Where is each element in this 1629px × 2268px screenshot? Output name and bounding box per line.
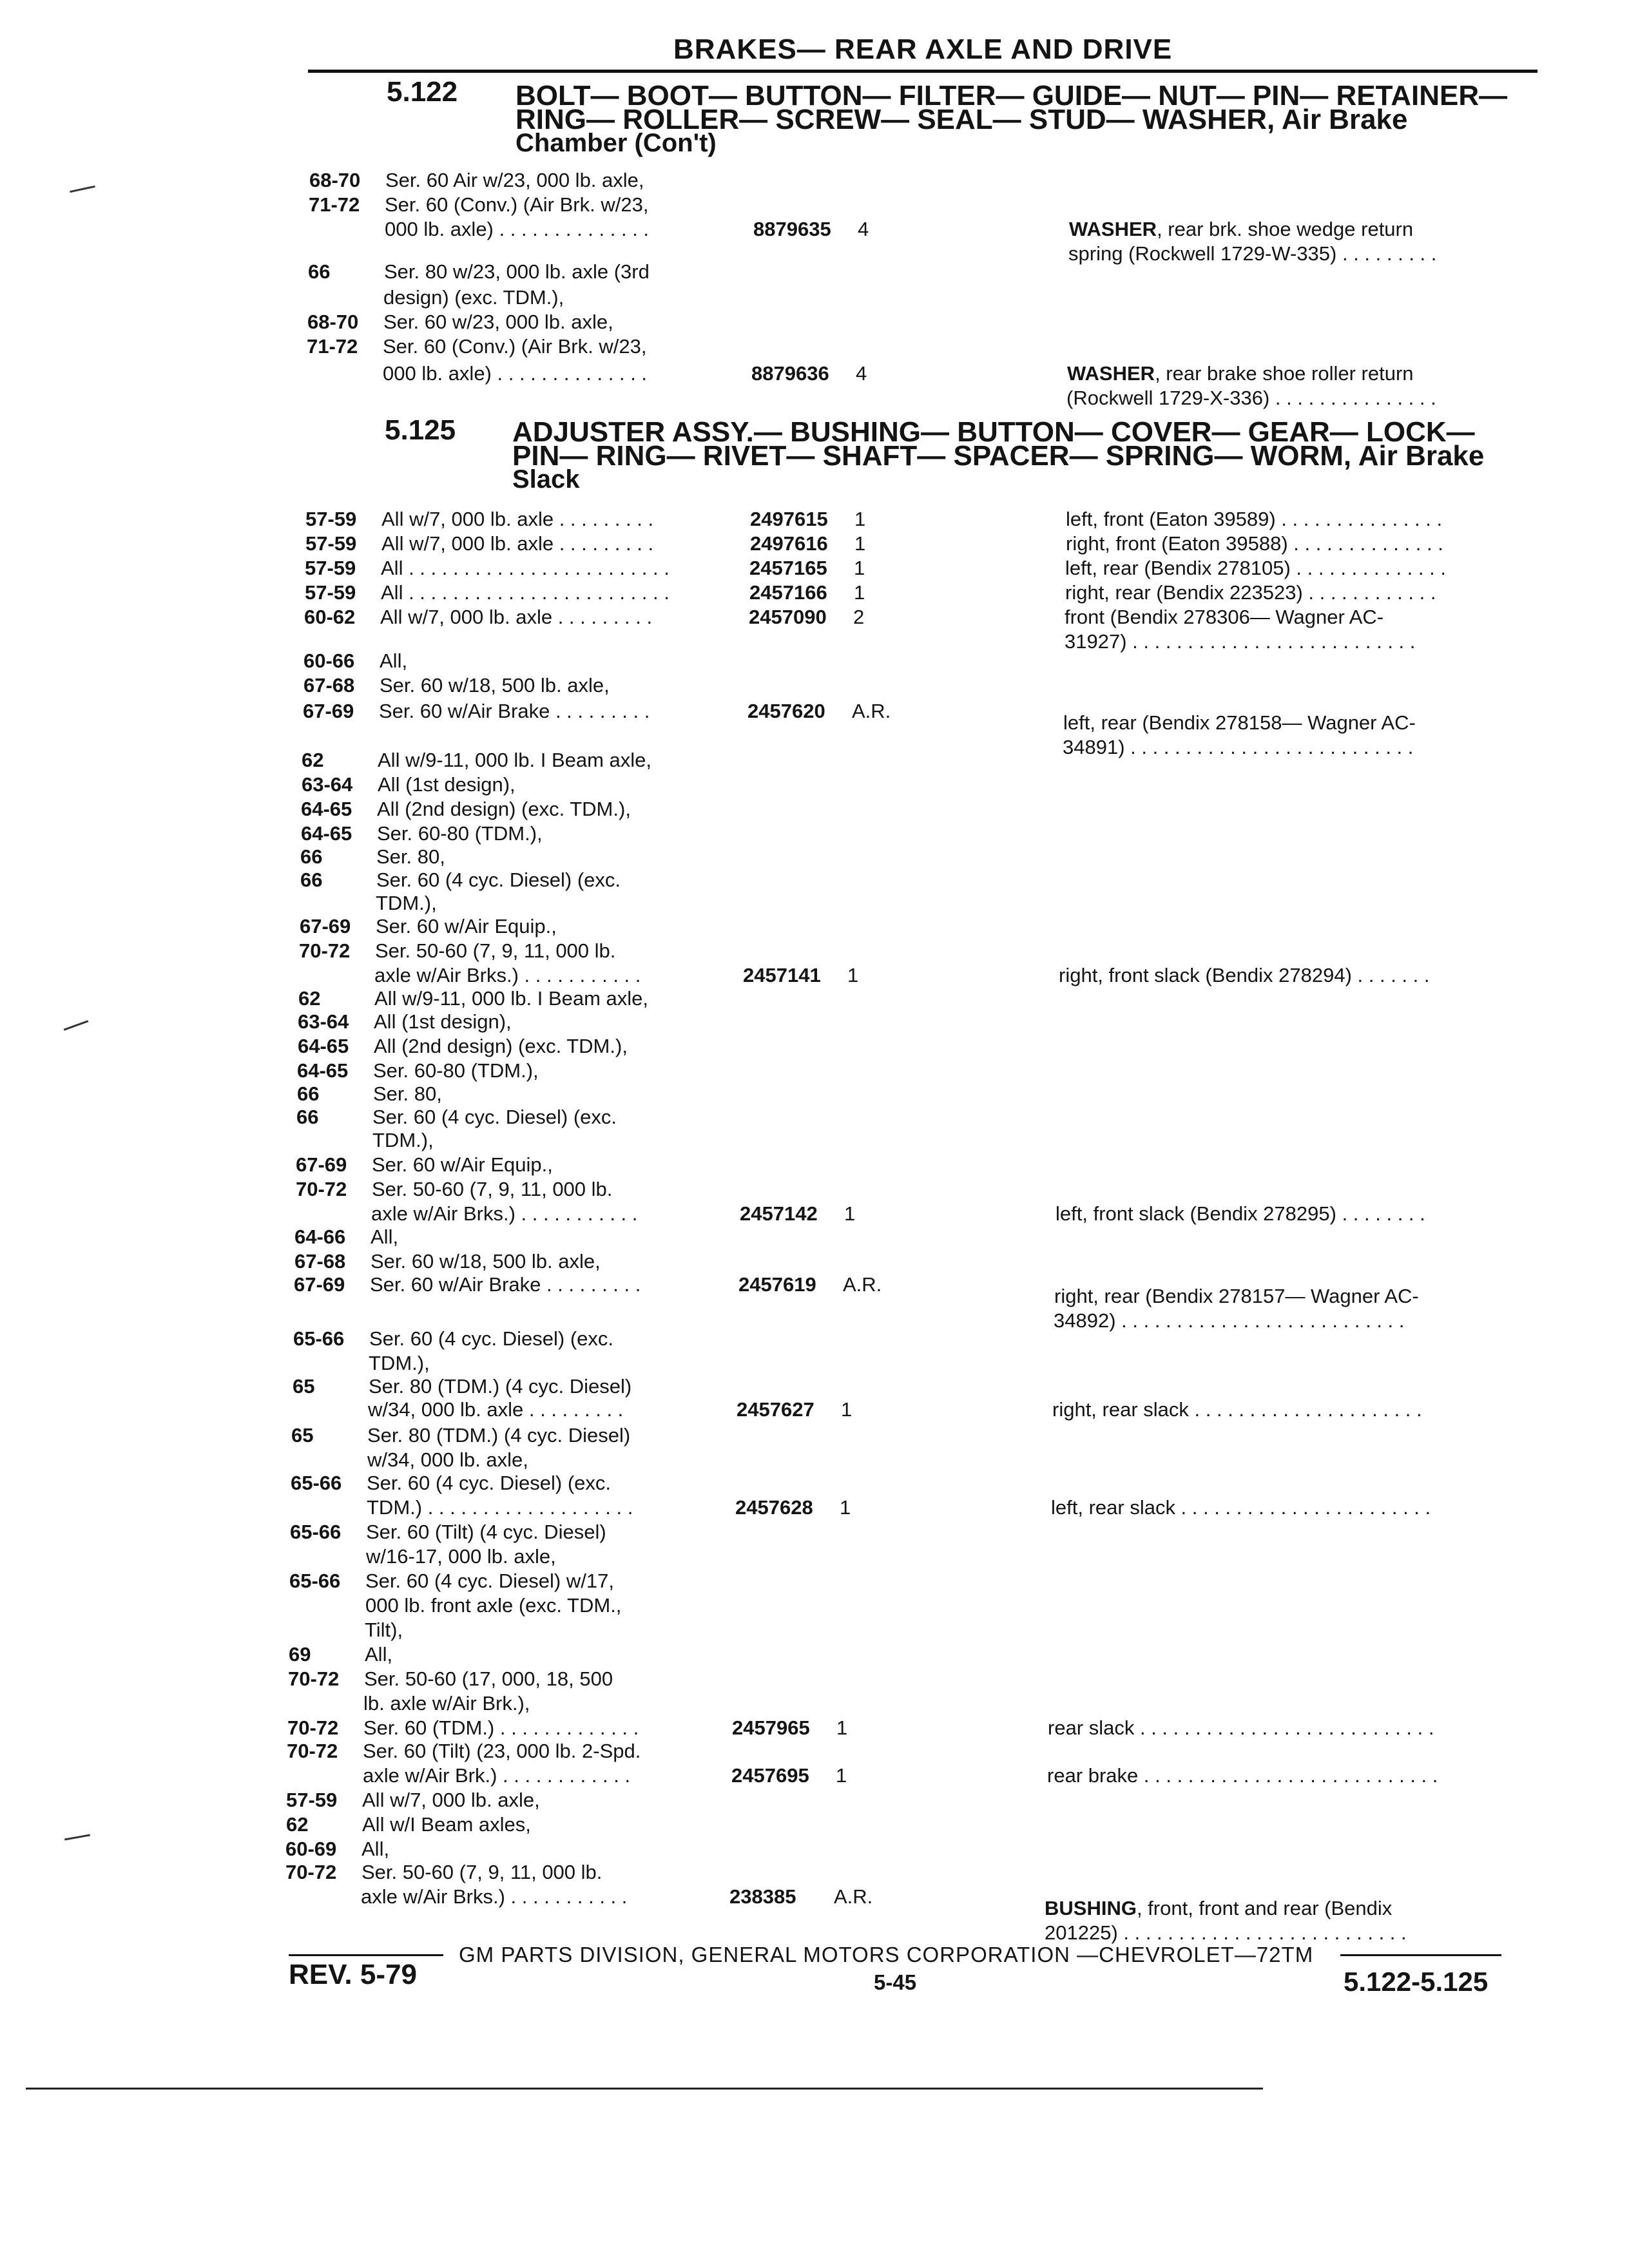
application-description: w/16-17, 000 lb. axle, [366,1545,556,1568]
table-row [300,845,1525,870]
part-description: 31927) . . . . . . . . . . . . . . . . . . . . . . . . . . [1065,630,1416,653]
quantity: 1 [844,1202,856,1225]
part-description: WASHER, rear brake shoe roller return [1067,362,1414,385]
table-row [298,987,1523,1012]
table-row [301,798,1525,822]
application-description: All . . . . . . . . . . . . . . . . . . . . . . . . [381,581,670,604]
model-year: 60-66 [304,649,355,672]
model-year: 57-59 [305,581,356,604]
model-year: 64-65 [301,822,352,845]
section-number-5-125: 5.125 [385,414,456,446]
application-description: 000 lb. axle) . . . . . . . . . . . . . . [383,362,648,385]
quantity: 4 [858,218,869,240]
table-row [307,311,1532,335]
application-description: Ser. 60 (4 cyc. Diesel) (exc. [369,1327,614,1350]
quantity: A.R. [843,1273,882,1296]
part-name: BUSHING [1045,1897,1137,1919]
table-row [305,532,1530,557]
model-year: 70-72 [296,1178,347,1200]
table-row [287,1692,1512,1716]
application-description: Ser. 80, [376,845,445,868]
table-row [297,1059,1521,1084]
model-year: 65-66 [290,1521,342,1543]
table-row [300,869,1525,893]
quantity: A.R. [852,700,891,722]
application-description: axle w/Air Brk.) . . . . . . . . . . . . [363,1764,631,1787]
part-description: 201225) . . . . . . . . . . . . . . . . . . . . . . . . . . [1045,1921,1407,1944]
part-description: (Rockwell 1729-X-336) . . . . . . . . . . . . . . . [1066,387,1436,409]
model-year: 66 [297,1082,320,1105]
table-row [309,218,1533,242]
part-description: 34892) . . . . . . . . . . . . . . . . . . . . . . . . . . [1054,1309,1405,1332]
table-row [304,674,1528,698]
table-row [298,964,1523,988]
application-description: Ser. 80 w/23, 000 lb. axle (3rd [384,260,650,283]
table-row [291,1424,1516,1448]
model-year: 65 [293,1375,315,1398]
quantity: 2 [853,606,865,628]
model-year: 68-70 [307,311,359,333]
application-description: All w/7, 000 lb. axle . . . . . . . . . [381,532,654,555]
quantity: 4 [856,362,867,385]
application-description: lb. axle w/Air Brk.), [363,1692,530,1715]
application-description: All w/7, 000 lb. axle . . . . . . . . . [381,508,654,530]
table-row [309,169,1534,193]
application-description: Ser. 60 w/18, 500 lb. axle, [371,1250,601,1273]
application-description: Ser. 60 (4 cyc. Diesel) (exc. [376,869,621,891]
footer-page-number: 5-45 [874,1970,917,1994]
application-description: Ser. 60-80 (TDM.), [377,822,543,845]
model-year: 70-72 [287,1716,339,1739]
table-row [304,606,1528,630]
table-row [289,1643,1513,1667]
model-year: 66 [308,260,331,283]
quantity: 1 [840,1496,851,1519]
table-row [300,915,1524,939]
part-number: 2497616 [750,532,828,555]
part-description: rear slack . . . . . . . . . . . . . . . . . . . . . . . . . . . [1048,1716,1434,1739]
scan-bottom-edge [26,2088,1263,2090]
model-year: 65-66 [293,1327,345,1350]
section-title-line: Slack [512,465,580,494]
quantity: 1 [836,1764,847,1787]
application-description: TDM.), [376,892,437,914]
table-row [309,193,1533,218]
model-year: 66 [300,869,323,891]
model-year: 70-72 [299,939,351,962]
model-year: 60-62 [304,606,356,628]
application-description: All w/9-11, 000 lb. I Beam axle, [378,749,652,771]
application-description: TDM.), [369,1352,430,1374]
application-description: Ser. 60 w/Air Brake . . . . . . . . . [379,700,650,722]
part-description: spring (Rockwell 1729-W-335) . . . . . . . . . [1068,242,1437,265]
application-description: Ser. 60 Air w/23, 000 lb. axle, [385,169,644,191]
table-row [289,1570,1514,1594]
part-number: 2457627 [737,1398,815,1421]
part-description: BUSHING, front, front and rear (Bendix [1045,1897,1393,1919]
model-year: 64-65 [301,798,352,820]
model-year: 64-65 [297,1059,349,1082]
application-description: All, [371,1225,399,1248]
footer-revision: REV. 5-79 [289,1959,417,1990]
part-description: left, rear (Bendix 278158— Wagner AC- [1063,711,1416,734]
part-description: left, rear (Bendix 278105) . . . . . . . . . . . . . . [1065,557,1446,579]
application-description: Ser. 60 (Tilt) (23, 000 lb. 2-Spd. [363,1740,641,1762]
quantity: 1 [854,557,865,579]
application-description: Ser. 80 (TDM.) (4 cyc. Diesel) [369,1375,632,1398]
footer-rule-left [289,1954,443,1956]
model-year: 71-72 [307,335,358,358]
application-description: All (2nd design) (exc. TDM.), [374,1035,628,1057]
application-description: TDM.), [372,1129,434,1151]
application-description: All, [361,1838,390,1860]
application-description: Ser. 50-60 (7, 9, 11, 000 lb. [375,939,616,962]
table-row [292,1398,1516,1423]
table-row [299,939,1523,964]
model-year: 57-59 [305,532,357,555]
model-year: 70-72 [285,1861,337,1883]
application-description: All w/7, 000 lb. axle . . . . . . . . . [380,606,653,628]
footer-corporation: GM PARTS DIVISION, GENERAL MOTORS CORPORATION —CHEVROLET—72TM [459,1943,1314,1966]
application-description: Tilt), [365,1619,403,1641]
table-row [298,1035,1522,1059]
application-description: Ser. 80 (TDM.) (4 cyc. Diesel) [367,1424,631,1446]
model-year: 66 [300,845,323,868]
quantity: A.R. [834,1885,873,1908]
scan-mark [64,1834,90,1841]
page-header-title: BRAKES— REAR AXLE AND DRIVE [673,34,1173,65]
table-row [291,1448,1516,1473]
part-number: 2457166 [749,581,827,604]
table-row [305,581,1529,606]
part-description: 34891) . . . . . . . . . . . . . . . . . . . . . . . . . . [1063,736,1414,758]
model-year: 67-69 [296,1153,347,1176]
table-row [302,773,1526,798]
application-description: Ser. 60 w/18, 500 lb. axle, [380,674,610,697]
model-year: 65-66 [291,1472,342,1494]
model-year: 60-69 [285,1838,337,1860]
table-row [293,1352,1517,1376]
scan-mark [70,186,95,193]
header-rule [308,70,1537,73]
application-description: All w/I Beam axles, [362,1813,531,1836]
section-title-5-122 [516,80,1547,157]
table-row [286,1789,1510,1813]
model-year: 68-70 [309,169,361,191]
table-row [302,749,1526,773]
scan-mark [64,1020,89,1031]
application-description: Ser. 60-80 (TDM.), [373,1059,539,1082]
part-number: 2457165 [749,557,827,579]
quantity: 1 [854,508,866,530]
table-row [294,1285,1518,1309]
application-description: Ser. 80, [373,1082,442,1105]
table-row [284,1897,1509,1921]
part-description: right, rear slack . . . . . . . . . . . . . . . . . . . . . [1052,1398,1422,1421]
model-year: 70-72 [287,1740,338,1762]
application-description: Ser. 50-60 (17, 000, 18, 500 [364,1667,613,1690]
part-description: rear brake . . . . . . . . . . . . . . . . . . . . . . . . . . . [1047,1764,1438,1787]
table-row [304,649,1528,674]
model-year: 62 [298,987,321,1010]
part-description: right, front slack (Bendix 278294) . . . . . . . [1059,964,1430,986]
application-description: All, [380,649,408,672]
table-row [308,260,1532,285]
model-year: 67-69 [294,1273,345,1296]
footer-rule-right [1340,1954,1501,1956]
table-row [288,1667,1512,1692]
application-description: Ser. 60 (Tilt) (4 cyc. Diesel) [366,1521,606,1543]
application-description: 000 lb. axle) . . . . . . . . . . . . . . [385,218,650,240]
application-description: All, [365,1643,393,1666]
part-description: right, front (Eaton 39588) . . . . . . . . . . . . . . [1066,532,1443,555]
application-description: Ser. 60 w/Air Equip., [376,915,557,937]
table-row [287,1740,1511,1764]
model-year: 57-59 [286,1789,338,1811]
application-description: All (2nd design) (exc. TDM.), [377,798,631,820]
part-number: 238385 [729,1885,796,1908]
application-description: Ser. 60 w/Air Brake . . . . . . . . . [370,1273,641,1296]
application-description: All (1st design), [378,773,516,796]
model-year: 67-69 [303,700,354,722]
part-number: 8879635 [753,218,831,240]
table-row [286,1813,1510,1838]
table-row [307,286,1532,311]
part-number: 2457695 [731,1764,809,1787]
part-number: 2457619 [738,1273,816,1296]
table-row [300,892,1524,916]
application-description: All (1st design), [374,1010,512,1033]
application-description: Ser. 50-60 (7, 9, 11, 000 lb. [372,1178,613,1200]
part-number: 2457965 [732,1716,810,1739]
model-year: 71-72 [309,193,360,216]
application-description: All w/7, 000 lb. axle, [362,1789,540,1811]
part-number: 8879636 [751,362,829,385]
table-row [296,1153,1520,1178]
application-description: TDM.) . . . . . . . . . . . . . . . . . . . [367,1496,633,1519]
application-description: All . . . . . . . . . . . . . . . . . . . . . . . . [381,557,670,579]
part-description: WASHER, rear brk. shoe wedge return [1069,218,1414,240]
model-year: 69 [289,1643,311,1666]
application-description: axle w/Air Brks.) . . . . . . . . . . . [371,1202,638,1225]
table-row [297,1082,1521,1107]
application-description: Ser. 60 w/23, 000 lb. axle, [383,311,613,333]
application-description: axle w/Air Brks.) . . . . . . . . . . . [361,1885,628,1908]
section-title-line: BOLT— BOOT— BUTTON— FILTER— GUIDE— NUT— PIN— RETAINER— [516,80,1508,111]
model-year: 63-64 [302,773,353,796]
table-row [303,711,1527,736]
section-title-line: Chamber (Con't) [516,129,717,157]
table-row [285,1838,1510,1862]
application-description: Ser. 60 w/Air Equip., [372,1153,553,1176]
table-row [307,362,1531,387]
part-description: front (Bendix 278306— Wagner AC- [1065,606,1384,628]
table-row [307,335,1531,360]
part-number: 2497615 [750,508,828,530]
table-row [296,1129,1521,1153]
table-row [301,822,1525,847]
model-year: 70-72 [288,1667,340,1690]
table-row [290,1545,1514,1570]
model-year: 64-65 [298,1035,349,1057]
quantity: 1 [854,581,865,604]
application-description: w/34, 000 lb. axle, [367,1448,528,1471]
part-number: 2457620 [747,700,825,722]
quantity: 1 [854,532,866,555]
model-year: 66 [296,1106,319,1128]
model-year: 64-66 [294,1225,346,1248]
quantity: 1 [836,1716,848,1739]
model-year: 62 [302,749,324,771]
section-number-5-122: 5.122 [387,76,458,108]
table-row [289,1594,1514,1619]
model-year: 67-68 [304,674,355,697]
application-description: Ser. 60 (4 cyc. Diesel) w/17, [365,1570,614,1592]
model-year: 65 [291,1424,314,1446]
model-year: 67-68 [294,1250,346,1273]
table-row [305,508,1530,532]
model-year: 62 [286,1813,309,1836]
application-description: 000 lb. front axle (exc. TDM., [365,1594,622,1617]
table-row [285,1861,1510,1885]
part-number: 2457142 [740,1202,818,1225]
application-description: axle w/Air Brks.) . . . . . . . . . . . [374,964,641,986]
table-row [293,1327,1518,1352]
table-row [296,1178,1520,1202]
part-number: 2457141 [743,964,821,986]
part-description: left, front (Eaton 39589) . . . . . . . . . . . . . . . [1066,508,1443,530]
application-description: design) (exc. TDM.), [383,286,564,309]
table-row [294,1225,1519,1250]
part-name: WASHER [1067,362,1155,385]
model-year: 65-66 [289,1570,341,1592]
footer-section-reference: 5.122-5.125 [1344,1966,1489,1997]
model-year: 57-59 [305,557,356,579]
application-description: Ser. 60 (Conv.) (Air Brk. w/23, [383,335,647,358]
part-number: 2457628 [735,1496,813,1519]
application-description: Ser. 60 (4 cyc. Diesel) (exc. [367,1472,612,1494]
table-row [295,1202,1519,1227]
part-description: left, rear slack . . . . . . . . . . . . . . . . . . . . . . . [1051,1496,1431,1519]
section-title-line: RING— ROLLER— SCREW— SEAL— STUD— WASHER, Air Brake [516,104,1408,135]
section-title-5-125 [512,416,1543,494]
section-title-line: ADJUSTER ASSY.— BUSHING— BUTTON— COVER— GEAR— LOCK— [512,416,1475,448]
table-row [291,1472,1515,1496]
application-description: Ser. 60 (TDM.) . . . . . . . . . . . . . [363,1716,639,1739]
application-description: Ser. 60 (Conv.) (Air Brk. w/23, [385,193,649,216]
table-row [305,557,1529,581]
part-name: WASHER [1069,218,1157,240]
table-row [298,1010,1522,1035]
section-title-line: PIN— RING— RIVET— SHAFT— SPACER— SPRING— WORM, Air Brake [512,440,1485,472]
table-row [289,1619,1513,1643]
model-year: 67-69 [300,915,351,937]
table-row [306,387,1530,411]
model-year: 63-64 [298,1010,349,1033]
application-description: Ser. 60 (4 cyc. Diesel) (exc. [372,1106,617,1128]
table-row [287,1716,1512,1741]
table-row [296,1106,1521,1130]
quantity: 1 [847,964,859,986]
part-description: right, rear (Bendix 278157— Wagner AC- [1054,1285,1419,1307]
table-row [293,1375,1517,1399]
table-row [291,1496,1515,1521]
part-number: 2457090 [749,606,827,628]
model-year: 57-59 [305,508,357,530]
table-row [290,1521,1514,1545]
application-description: w/34, 000 lb. axle . . . . . . . . . [368,1398,624,1421]
part-description: right, rear (Bendix 223523) . . . . . . . . . . . . [1065,581,1436,604]
application-description: Ser. 50-60 (7, 9, 11, 000 lb. [361,1861,602,1883]
table-row [294,1250,1519,1274]
quantity: 1 [841,1398,853,1421]
part-description: left, front slack (Bendix 278295) . . . . . . . . [1055,1202,1425,1225]
application-description: All w/9-11, 000 lb. I Beam axle, [374,987,649,1010]
table-row [287,1764,1511,1789]
